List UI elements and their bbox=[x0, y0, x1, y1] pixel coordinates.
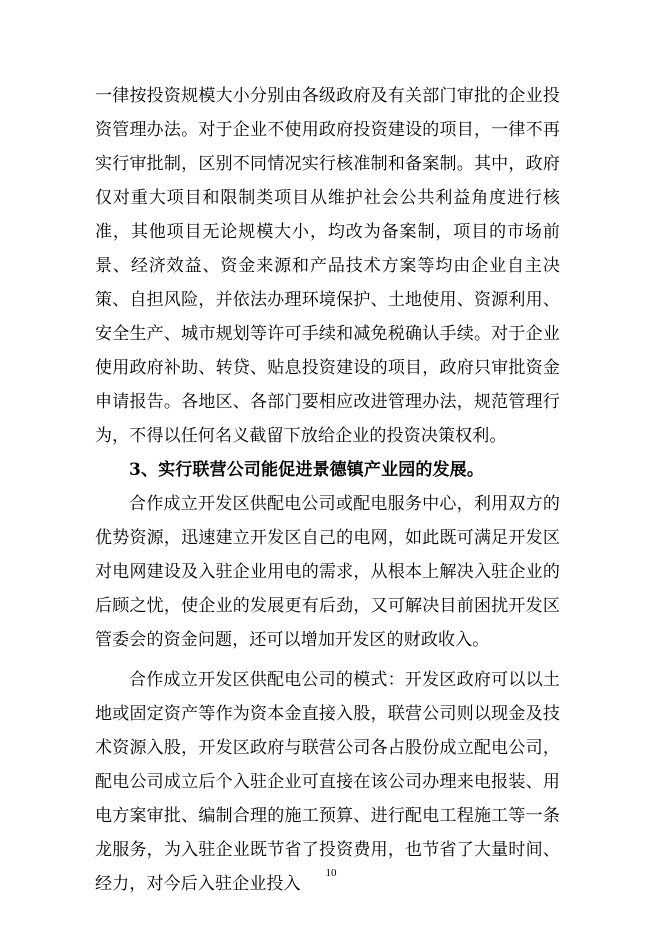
body-text bbox=[95, 79, 560, 901]
section-heading: 3、实行联营公司能促进景德镇产业园的发展。 bbox=[129, 460, 484, 480]
paragraph-joint-venture: 合作成立开发区供配电公司或配电服务中心，利用双方的优势资源，迅速建立开发区自己的电网，如此既可满足开发区对电网建设及入驻企业用电的需求，从根本上解决入驻企业的后顾之忧，使企业的发展更有后劲，又可解决目前困扰开发区管委会的资金问题，还可以增加开发区的财政收入。 bbox=[95, 494, 560, 650]
page-number: 10 bbox=[325, 867, 337, 879]
paragraph-cooperation-model: 合作成立开发区供配电公司的模式：开发区政府可以以土地或固定资产等作为资本金直接入股，联营公司则以现金及技术资源入股，开发区政府与联营公司各占股份成立配电公司，配电公司成立后个入驻企业可直接在该公司办理来电报装、用电方案审批、编制合理的施工预算、进行配电工程施工等一条龙服务，为入驻企业既节省了投资费用，也节省了大量时间、经力，对今后入驻企业投入 bbox=[95, 670, 560, 894]
paragraph-continuation: 一律按投资规模大小分别由各级政府及有关部门审批的企业投资管理办法。对于企业不使用政府投资建设的项目，一律不再实行审批制，区别不同情况实行核准制和备案制。其中，政府仅对重大项目和限制类项目从维护社会公共利益角度进行核准，其他项目无论规模大小，均改为备案制，项目的市场前景、经济效益、资金来源和产品技术方案等均由企业自主决策、自担风险，并依法办理环境保护、土地使用、资源利用、安全生产、城市规划等许可手续和减免税确认手续。对于企业使用政府补助、转贷、贴息投资建设的项目，政府只审批资金申请报告。各地区、各部门要相应改进管理办法，规范管理行为，不得以任何名义截留下放给企业的投资决策权利。 bbox=[95, 86, 560, 446]
